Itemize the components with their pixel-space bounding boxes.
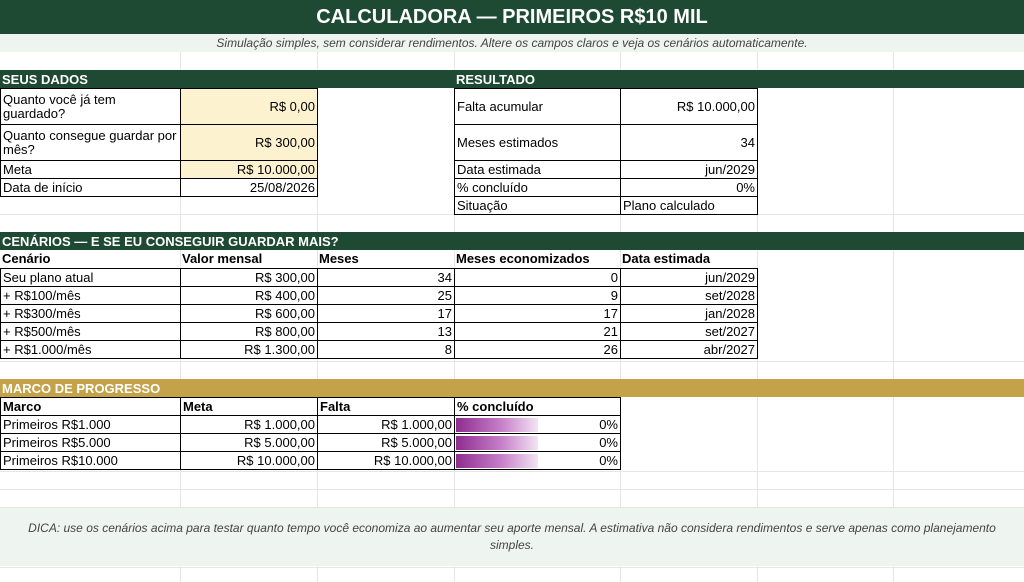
- progress-bar: [456, 418, 538, 432]
- pct-value: 0%: [599, 452, 618, 468]
- table-cell: 34: [317, 268, 455, 287]
- value-pct-concluido: 0%: [620, 178, 758, 197]
- input-guardar-mes[interactable]: R$ 300,00: [180, 124, 318, 161]
- resultado-header: RESULTADO: [454, 70, 1024, 88]
- pct-value: 0%: [599, 434, 618, 450]
- marco-row-meta: R$ 10.000,00: [180, 451, 318, 470]
- seus-dados-header: SEUS DADOS: [0, 70, 454, 88]
- table-row: Seu plano atual: [0, 268, 181, 287]
- label-ja-guardado: Quanto você já tem guardado?: [0, 88, 181, 125]
- marco-row-falta: R$ 1.000,00: [317, 415, 455, 434]
- col-cenario: Cenário: [0, 250, 180, 269]
- sheet-title: CALCULADORA — PRIMEIROS R$10 MIL: [0, 0, 1024, 34]
- table-cell: 13: [317, 322, 455, 341]
- table-row: + R$100/mês: [0, 286, 181, 305]
- col-falta: Falta: [317, 397, 455, 416]
- label-data-estimada: Data estimada: [454, 160, 621, 179]
- table-cell: R$ 400,00: [180, 286, 318, 305]
- col-pct-concluido: % concluído: [454, 397, 621, 416]
- marco-row-pct: [454, 433, 621, 452]
- table-cell: R$ 600,00: [180, 304, 318, 323]
- marco-row-falta: R$ 10.000,00: [317, 451, 455, 470]
- table-cell: 26: [454, 340, 621, 359]
- table-cell: 0: [454, 268, 621, 287]
- label-meta: Meta: [0, 160, 181, 179]
- table-row: + R$500/mês: [0, 322, 181, 341]
- table-cell: set/2027: [620, 322, 758, 341]
- table-cell: R$ 1.300,00: [180, 340, 318, 359]
- progress-bar: [456, 454, 538, 468]
- marco-row-falta: R$ 5.000,00: [317, 433, 455, 452]
- progress-bar-fill: [456, 436, 538, 450]
- table-cell: jan/2028: [620, 304, 758, 323]
- table-cell: 25: [317, 286, 455, 305]
- table-cell: 8: [317, 340, 455, 359]
- value-data-inicio[interactable]: 25/08/2026: [180, 178, 318, 197]
- label-situacao: Situação: [454, 196, 621, 215]
- value-situacao: Plano calculado: [620, 196, 758, 215]
- table-cell: R$ 300,00: [180, 268, 318, 287]
- label-data-inicio: Data de início: [0, 178, 181, 197]
- marco-row-meta: R$ 1.000,00: [180, 415, 318, 434]
- col-meses: Meses: [317, 250, 454, 269]
- input-ja-guardado[interactable]: R$ 0,00: [180, 88, 318, 125]
- tip-text: DICA: use os cenários acima para testar quanto tempo você economiza ao aumentar seu aporte mensal. A estimativa não considera rendimentos e serve apenas como planejamento simples.: [0, 508, 1024, 566]
- label-meses-estimados: Meses estimados: [454, 124, 621, 161]
- col-meta: Meta: [180, 397, 318, 416]
- pct-value: 0%: [599, 416, 618, 432]
- col-marco: Marco: [0, 397, 181, 416]
- col-valor-mensal: Valor mensal: [180, 250, 317, 269]
- table-cell: R$ 800,00: [180, 322, 318, 341]
- marco-row-label: Primeiros R$10.000: [0, 451, 181, 470]
- table-cell: 17: [317, 304, 455, 323]
- col-data-estimada: Data estimada: [620, 250, 757, 269]
- table-row: + R$1.000/mês: [0, 340, 181, 359]
- progress-bar-fill: [456, 418, 538, 432]
- label-pct-concluido: % concluído: [454, 178, 621, 197]
- marco-row-pct: [454, 451, 621, 470]
- table-cell: abr/2027: [620, 340, 758, 359]
- value-data-estimada: jun/2029: [620, 160, 758, 179]
- marco-row-meta: R$ 5.000,00: [180, 433, 318, 452]
- marco-row-pct: [454, 415, 621, 434]
- table-cell: 21: [454, 322, 621, 341]
- sheet-subtitle: Simulação simples, sem considerar rendimentos. Altere os campos claros e veja os cenários automaticamente.: [0, 34, 1024, 52]
- label-falta-acumular: Falta acumular: [454, 88, 621, 125]
- label-guardar-mes: Quanto consegue guardar por mês?: [0, 124, 181, 161]
- progress-bar: [456, 436, 538, 450]
- col-meses-economizados: Meses economizados: [454, 250, 620, 269]
- table-cell: 9: [454, 286, 621, 305]
- table-cell: 17: [454, 304, 621, 323]
- value-meses-estimados: 34: [620, 124, 758, 161]
- input-meta[interactable]: R$ 10.000,00: [180, 160, 318, 179]
- table-cell: set/2028: [620, 286, 758, 305]
- marco-header: MARCO DE PROGRESSO: [0, 379, 1024, 397]
- table-row: + R$300/mês: [0, 304, 181, 323]
- marco-row-label: Primeiros R$5.000: [0, 433, 181, 452]
- value-falta-acumular: R$ 10.000,00: [620, 88, 758, 125]
- marco-row-label: Primeiros R$1.000: [0, 415, 181, 434]
- cenarios-header: CENÁRIOS — E SE EU CONSEGUIR GUARDAR MAIS?: [0, 232, 1024, 250]
- table-cell: jun/2029: [620, 268, 758, 287]
- progress-bar-fill: [456, 454, 538, 468]
